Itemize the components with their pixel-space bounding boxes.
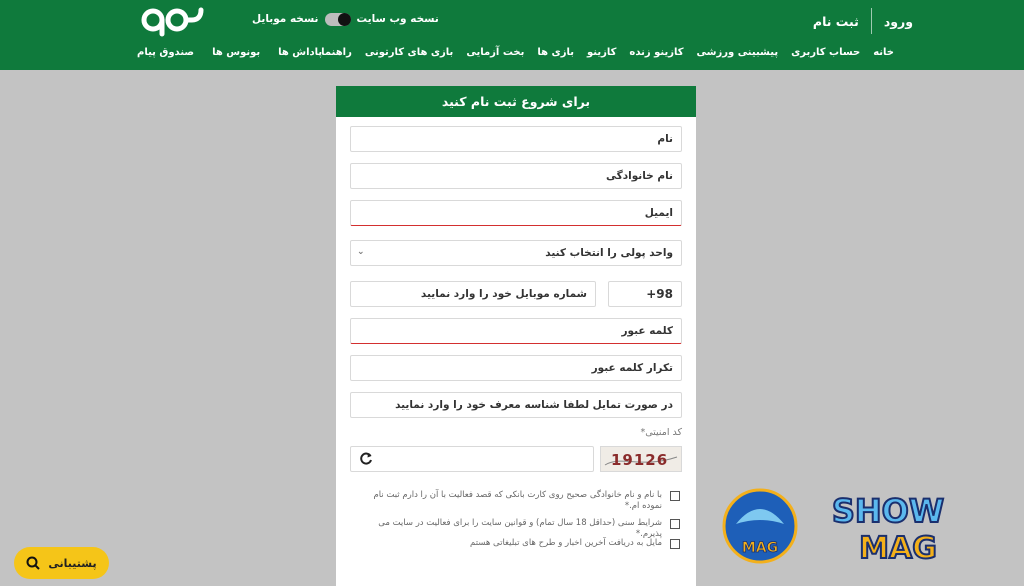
version-toggle[interactable] (252, 11, 439, 27)
watermark-text-bottom: MAG (859, 531, 937, 566)
newsletter-checkbox[interactable] (670, 539, 680, 549)
chat-search-icon (26, 556, 40, 570)
version-switch[interactable] (325, 13, 351, 26)
email-field[interactable]: ایمیل (350, 200, 682, 226)
register-link[interactable]: ثبت نام (812, 13, 859, 29)
support-label: پشتیبانی (48, 556, 97, 570)
nav-rewards[interactable]: پاداش ها (278, 47, 323, 58)
captcha-code: 19126 (611, 451, 669, 469)
nav-home[interactable]: خانه (873, 47, 894, 58)
bank-card-checkbox-label: با نام و نام خانوادگی صحیح روی کارت بانکی که قصد فعالیت با آن را دارم ثبت نام نموده ام.* (373, 490, 662, 511)
nav-help[interactable]: راهنما (321, 47, 352, 58)
age-terms-checkbox[interactable] (670, 519, 680, 529)
age-terms-checkbox-label: شرایط سنی (حداقل 18 سال تمام) و قوانین سایت را برای فعالیت در سایت می پذیرم.* (378, 518, 662, 539)
country-code: +98 (646, 287, 673, 301)
nav-account[interactable]: حساب کاربری (791, 47, 861, 58)
support-button[interactable] (14, 547, 109, 579)
auth-divider (871, 8, 872, 34)
nav-sports-betting[interactable]: پیشبینی ورزشی (696, 47, 779, 58)
top-header (0, 0, 1024, 70)
chevron-down-icon: ⌄ (357, 247, 365, 257)
nav-bonuses[interactable]: بونوس ها (212, 47, 261, 58)
password-field[interactable]: کلمه عبور (350, 318, 682, 344)
bank-card-checkbox[interactable] (670, 491, 680, 501)
captcha-image (600, 446, 682, 472)
bank-card-checkbox-row[interactable] (360, 490, 680, 512)
side-nav (137, 47, 322, 58)
login-link[interactable]: ورود (883, 13, 913, 29)
main-nav (321, 47, 894, 58)
referral-field[interactable]: در صورت تمایل لطفا شناسه معرف خود را وارد نمایید (350, 392, 682, 418)
last-name-field[interactable]: نام خانوادگی (350, 163, 682, 189)
toggle-web-label: نسخه وب سایت (356, 13, 439, 25)
first-name-field[interactable]: نام (350, 126, 682, 152)
age-terms-checkbox-row[interactable] (360, 518, 680, 540)
nav-cartoon-games[interactable]: بازی های کارتونی (364, 47, 454, 58)
register-card (336, 86, 696, 586)
toggle-mobile-label: نسخه موبایل (252, 13, 319, 25)
mobile-field[interactable]: شماره موبایل خود را وارد نمایید (350, 281, 596, 307)
auth-links (813, 8, 913, 34)
watermark-badge-text: MAG (741, 540, 779, 556)
watermark-text-top: SHOW (831, 492, 945, 530)
site-logo[interactable] (140, 5, 206, 39)
newsletter-checkbox-label: مایل به دریافت آخرین اخبار و طرح های تبلیغاتی هستم (470, 538, 662, 548)
password-repeat-field[interactable]: تکرار کلمه عبور (350, 355, 682, 381)
captcha-label: کد امنیتی* (640, 427, 682, 438)
nav-games[interactable]: بازی ها (537, 47, 574, 58)
country-code-field[interactable] (608, 281, 682, 307)
currency-select[interactable] (350, 240, 682, 266)
newsletter-checkbox-row[interactable] (360, 538, 680, 549)
refresh-icon[interactable] (358, 451, 374, 467)
captcha-input[interactable] (350, 446, 594, 472)
showmag-watermark (722, 486, 976, 566)
captcha-graphic (601, 447, 681, 471)
currency-select-label: واحد پولی را انتخاب کنید (545, 247, 673, 259)
switch-knob (338, 13, 351, 26)
nav-inbox[interactable]: صندوق پیام (137, 47, 195, 58)
nav-live-casino[interactable]: کازینو زنده (629, 47, 684, 58)
nav-casino[interactable]: کازینو (586, 47, 617, 58)
nav-lottery[interactable]: بخت آزمایی (466, 47, 525, 58)
form-title: برای شروع ثبت نام کنید (336, 86, 696, 117)
